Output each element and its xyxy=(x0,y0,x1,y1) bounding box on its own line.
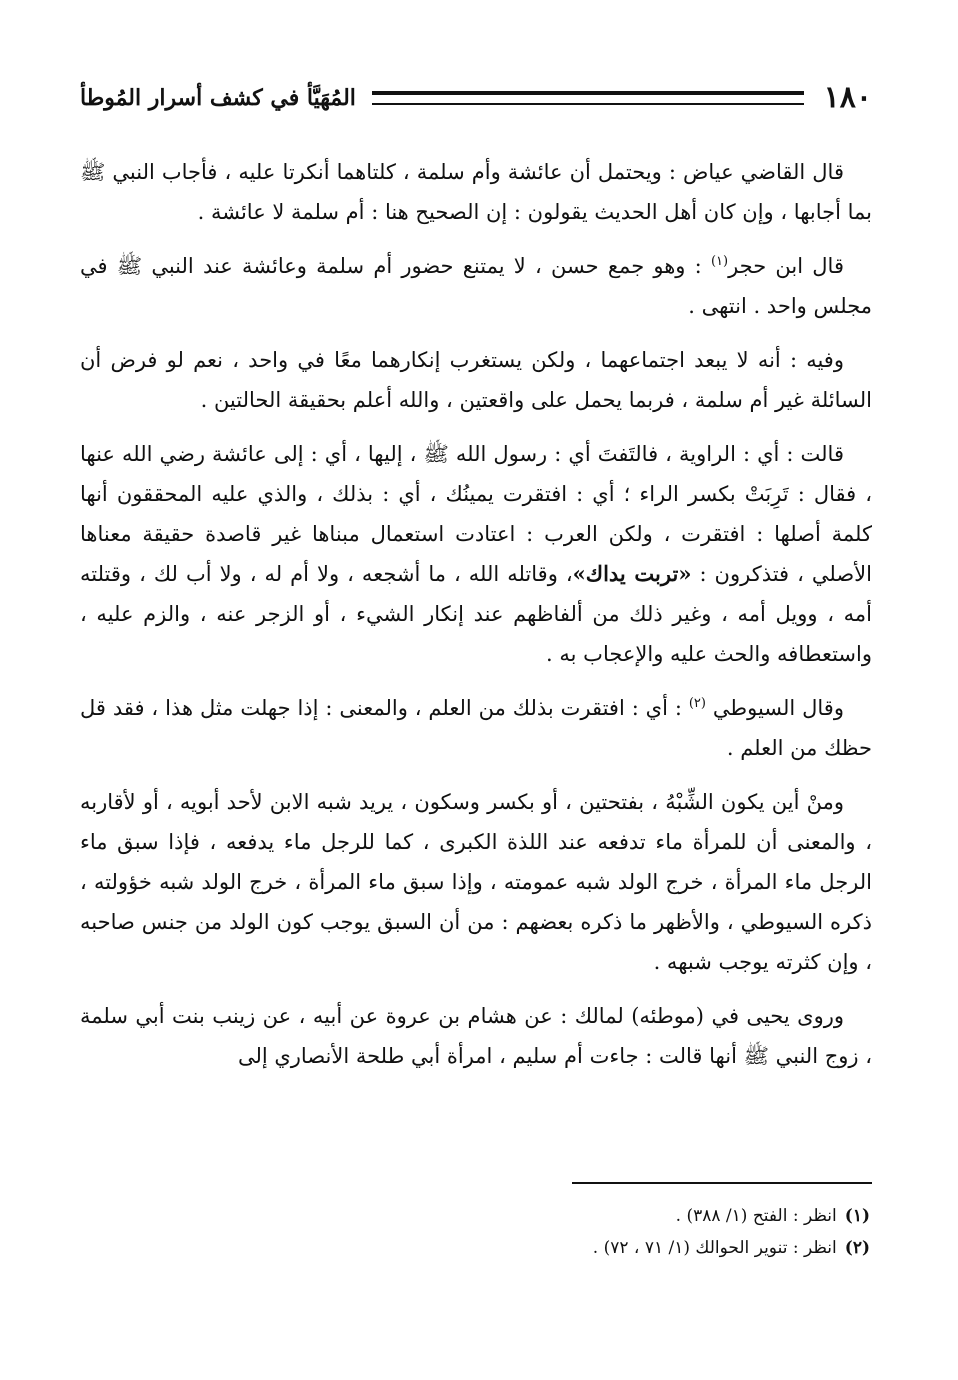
paragraph-5-start: وقال السيوطي xyxy=(705,696,844,720)
page-header xyxy=(80,78,872,118)
footnote-1 xyxy=(80,1200,870,1232)
main-text xyxy=(80,152,872,1090)
paragraph-4-start: قالت : أي : الراوية ، فالتَفتَ أي : رسول الله ﷺ ، إليها ، أي : إلى عائشة رضي الله عنها ، فقال : تَرِبَتْ بكسر الراء ؛ أي : افتقرت يمينُك ، أي : بذلك ، والذي عليه المحققون أنها كلمة أصلها : افتقرت ، ولكن العرب : اعتادت استعمال مبناها غير قاصدة حقيقة معناها الأصلي ، فتذكرون : xyxy=(80,442,872,586)
paragraph-4 xyxy=(80,434,872,674)
book-title: المُهَيَّأ في كشف أسرار المُوطأ xyxy=(80,85,356,111)
footnote-separator xyxy=(572,1182,872,1184)
paragraph-5-end: : أي : افتقرت بذلك من العلم ، والمعنى : إذا جهلت مثل هذا ، فقد قل حظك من العلم . xyxy=(80,696,872,760)
paragraph-6: ومنْ أين يكون الشِّبْهُ ، بفتحتين ، أو بكسر وسكون ، يريد شبه الابن لأحد أبويه ، أو لأقاربه ، والمعنى أن للمرأة ماء تدفعه عند اللذة الكبرى ، كما للرجل ماء يدفعه ، فإذا سبق ماء الرجل ماء المرأة ، خرج الولد شبه عمومته ، وإذا سبق ماء المرأة ، خرج الولد شبه خؤولته ، ذكره السيوطي ، والأظهر ما ذكره بعضهم : من أن السبق يوجب كون الولد من جنس صاحبه ، وإن كثرته يوجب شبهه . xyxy=(80,790,872,974)
footnote-1-number: (١) xyxy=(844,1206,870,1226)
paragraph-2-start: قال ابن حجر xyxy=(728,254,844,278)
paragraph-7: وروى يحيى في (موطئه) لمالك : عن هشام بن عروة عن أبيه ، عن زينب بنت أبي سلمة ، زوج النبي ﷺ أنها قالت : جاءت أم سليم ، امرأة أبي طلحة الأنصاري إلى xyxy=(80,1004,872,1068)
footnote-2-number: (٢) xyxy=(844,1238,870,1258)
paragraph-5 xyxy=(80,688,872,768)
footnote-ref-2: (٢) xyxy=(688,696,706,711)
paragraph-3: وفيه : أنه لا يبعد اجتماعهما ، ولكن يستغرب إنكارهما معًا في واحد ، نعم لو فرض أن السائلة غير أم سلمة ، فربما يحمل على واقعتين ، والله أعلم بحقيقة الحالتين . xyxy=(80,348,872,412)
footnote-1-text: انظر : الفتح (١/ ٣٨٨) . xyxy=(675,1206,837,1226)
bold-phrase: «تربت يداك» xyxy=(572,561,692,586)
paragraph-2-end: : وهو جمع حسن ، لا يمتنع حضور أم سلمة وعائشة عند النبي ﷺ في مجلس واحد . انتهى . xyxy=(80,254,872,318)
paragraph-1: قال القاضي عياض : ويحتمل أن عائشة وأم سلمة ، كلتاهما أنكرتا عليه ، فأجاب النبي ﷺ بما أجابها ، وإن كان أهل الحديث يقولون : إن الصحيح هنا : أم سلمة لا عائشة . xyxy=(80,160,872,224)
footnote-2-text: انظر : تنوير الحوالك (١/ ٧١ ، ٧٢) . xyxy=(592,1238,837,1258)
paragraph-4-end: ، وقاتله الله ، ما أشجعه ، ولا أم له ، ولا أب لك ، وقتلته أمه ، وويل أمه ، وغير ذلك من ألفاظهم عند إنكار الشيء ، أو الزجر عنه ، والزم عليه ، واستعطافه والحث عليه والإعجاب به . xyxy=(80,562,872,666)
footnotes xyxy=(80,1200,870,1264)
page-number: ١٨٠ xyxy=(823,80,872,115)
footnote-2 xyxy=(80,1232,870,1264)
header-rule xyxy=(372,91,804,105)
paragraph-2 xyxy=(80,246,872,326)
footnote-ref-1: (١) xyxy=(710,254,729,269)
